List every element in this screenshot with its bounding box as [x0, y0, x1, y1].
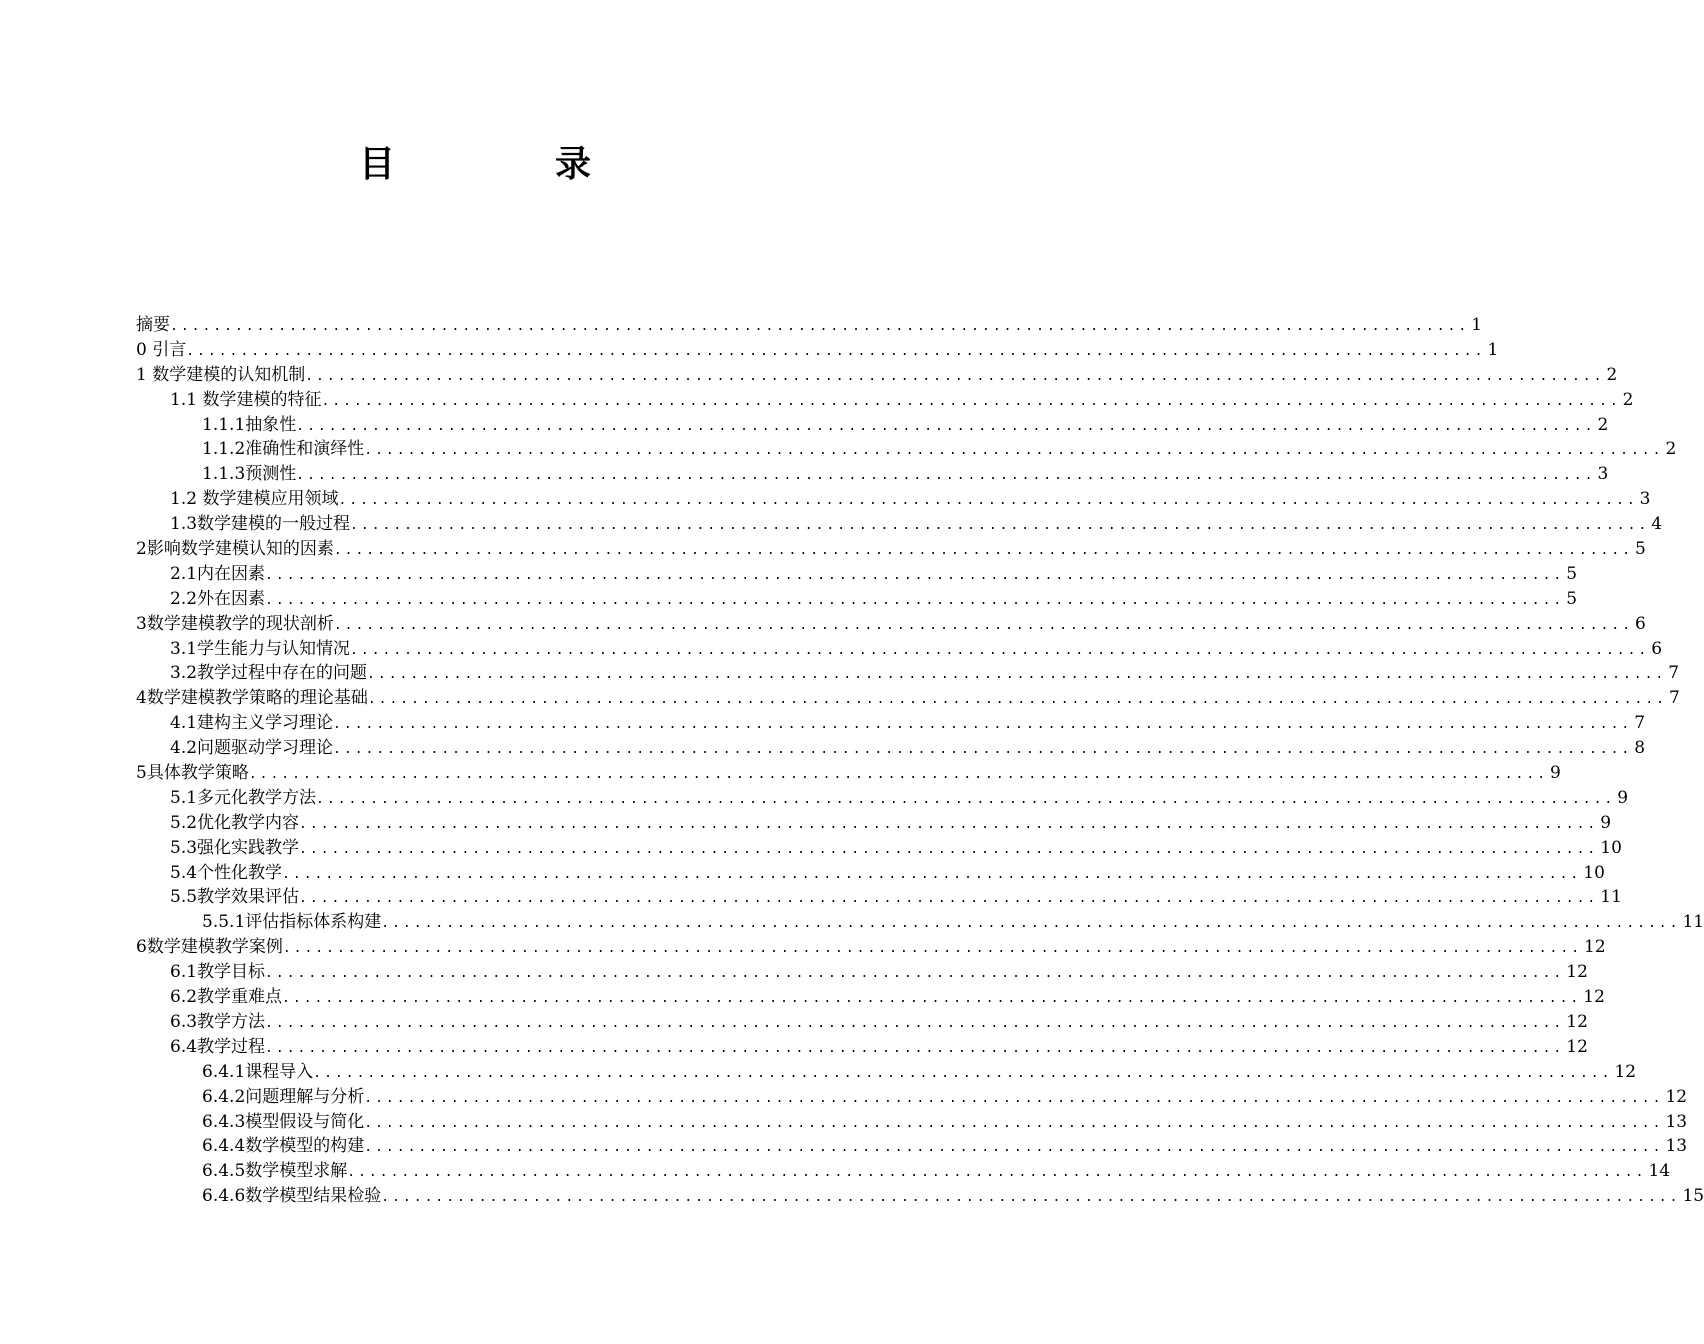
toc-entry-label: 3.1学生能力与认知情况 — [170, 638, 351, 659]
toc-dot-leader: ........................................................................................................................ — [350, 518, 1650, 534]
toc-entry-page-number: 4 — [1651, 514, 1663, 535]
toc-entry-label: 4.1建构主义学习理论 — [170, 713, 334, 734]
toc-entry[interactable] — [136, 935, 1606, 960]
toc-entry-label: 4.2问题驱动学习理论 — [170, 738, 334, 759]
toc-entry[interactable] — [136, 1110, 1688, 1135]
toc-entry[interactable] — [136, 388, 1634, 413]
toc-entry-label: 5具体教学策略 — [136, 763, 249, 784]
toc-entry-page-number: 10 — [1583, 862, 1605, 883]
toc-dot-leader: ........................................................................................................................ — [299, 891, 1599, 907]
toc-entry[interactable] — [136, 1010, 1588, 1035]
toc-entry-label: 5.1多元化教学方法 — [170, 787, 317, 808]
toc-entry-page-number: 3 — [1597, 464, 1609, 485]
toc-entry-label: 3.2教学过程中存在的问题 — [170, 663, 368, 684]
toc-entry[interactable] — [136, 1035, 1588, 1060]
toc-entry-page-number: 12 — [1584, 937, 1606, 958]
toc-entry[interactable] — [136, 1060, 1637, 1085]
toc-entry-label: 1 数学建模的认知机制 — [136, 364, 306, 385]
toc-entry[interactable] — [136, 711, 1646, 736]
toc-entry-page-number: 12 — [1566, 962, 1588, 983]
toc-dot-leader: ........................................................................................................................ — [265, 567, 1565, 583]
toc-dot-leader: ........................................................................................................................ — [299, 841, 1599, 857]
toc-entry-page-number: 11 — [1600, 887, 1622, 908]
toc-entry-page-number: 10 — [1600, 837, 1622, 858]
toc-entry[interactable] — [136, 836, 1622, 861]
toc-dot-leader: ........................................................................................................................ — [313, 1065, 1613, 1081]
toc-dot-leader: ........................................................................................................................ — [248, 767, 1549, 783]
toc-entry-page-number: 9 — [1600, 812, 1612, 833]
toc-entry[interactable] — [136, 1184, 1704, 1209]
toc-dot-leader: ........................................................................................................................ — [265, 966, 1565, 982]
toc-entry[interactable] — [136, 537, 1646, 562]
toc-entry-label: 摘要 — [136, 315, 170, 335]
toc-entry-label: 1.2 数学建模应用领域 — [170, 489, 339, 510]
toc-entry-label: 6.4.6数学模型结果检验 — [202, 1186, 382, 1207]
toc-entry-page-number: 7 — [1668, 663, 1680, 684]
toc-dot-leader: ........................................................................................................................ — [367, 692, 1668, 708]
toc-entry-label: 2影响数学建模认知的因素 — [136, 539, 334, 560]
toc-entry-label: 6.3教学方法 — [170, 1011, 266, 1032]
toc-entry-label: 6.4.2问题理解与分析 — [202, 1086, 365, 1107]
toc-entry-page-number: 9 — [1617, 787, 1629, 808]
toc-dot-leader: ........................................................................................................................ — [333, 617, 1634, 633]
toc-entry-label: 5.3强化实践教学 — [170, 837, 300, 858]
toc-entry-page-number: 2 — [1622, 389, 1634, 410]
toc-dot-leader: ........................................................................................................................ — [333, 742, 1633, 758]
toc-entry-label: 2.1内在因素 — [170, 563, 266, 584]
toc-entry[interactable] — [136, 786, 1629, 811]
toc-dot-leader: ........................................................................................................................ — [338, 493, 1638, 509]
toc-entry-page-number: 5 — [1566, 563, 1578, 584]
toc-entry[interactable] — [136, 985, 1605, 1010]
toc-entry-label: 1.1 数学建模的特征 — [170, 389, 322, 410]
toc-entry-label: 4数学建模教学策略的理论基础 — [136, 688, 368, 709]
toc-entry[interactable] — [136, 487, 1651, 512]
toc-entry-label: 1.3数学建模的一般过程 — [170, 514, 351, 535]
toc-entry[interactable] — [136, 437, 1677, 462]
toc-entry-label: 0 引言 — [136, 339, 187, 360]
toc-entry[interactable] — [136, 462, 1609, 487]
table-of-contents — [136, 313, 1704, 1209]
toc-dot-leader: ........................................................................................................................ — [282, 941, 1583, 957]
toc-dot-leader: ........................................................................................................................ — [316, 791, 1616, 807]
toc-entry-label: 6.4教学过程 — [170, 1036, 266, 1057]
toc-entry-label: 5.2优化教学内容 — [170, 812, 300, 833]
toc-entry-page-number: 1 — [1487, 339, 1499, 360]
toc-entry[interactable] — [136, 686, 1680, 711]
toc-entry[interactable] — [136, 313, 1483, 338]
toc-dot-leader: ........................................................................................................................ — [364, 1115, 1664, 1131]
toc-entry-page-number: 13 — [1665, 1136, 1688, 1157]
toc-entry[interactable] — [136, 1159, 1671, 1184]
toc-dot-leader: ........................................................................................................................ — [364, 1090, 1664, 1106]
toc-entry[interactable] — [136, 1085, 1688, 1110]
toc-dot-leader: ........................................................................................................................ — [381, 1190, 1681, 1206]
toc-entry-label: 6.4.1课程导入 — [202, 1061, 314, 1082]
toc-dot-leader: ........................................................................................................................ — [170, 319, 1470, 334]
toc-dot-leader: ........................................................................................................................ — [265, 592, 1565, 608]
toc-entry[interactable] — [136, 885, 1622, 910]
toc-dot-leader: ........................................................................................................................ — [265, 1015, 1565, 1031]
toc-dot-leader: ........................................................................................................................ — [333, 717, 1633, 733]
toc-entry[interactable] — [136, 562, 1578, 587]
toc-dot-leader: ........................................................................................................................ — [296, 418, 1596, 434]
toc-entry-page-number: 8 — [1634, 738, 1646, 759]
toc-entry-label: 1.1.2准确性和演绎性 — [202, 439, 365, 460]
toc-dot-leader: ........................................................................................................................ — [305, 368, 1605, 384]
toc-entry-label: 5.5.1评估指标体系构建 — [202, 912, 382, 933]
toc-entry-page-number: 11 — [1682, 912, 1704, 933]
toc-entry[interactable] — [136, 910, 1704, 935]
toc-dot-leader: ........................................................................................................................ — [364, 1140, 1664, 1156]
toc-dot-leader: ........................................................................................................................ — [367, 667, 1667, 683]
toc-entry-page-number: 6 — [1651, 638, 1663, 659]
toc-entry[interactable] — [136, 637, 1663, 662]
toc-entry-page-number: 12 — [1583, 987, 1605, 1008]
toc-entry[interactable] — [136, 1134, 1688, 1159]
toc-entry-page-number: 14 — [1648, 1161, 1671, 1182]
toc-entry-page-number: 6 — [1635, 613, 1646, 634]
toc-entry-page-number: 12 — [1566, 1011, 1588, 1032]
toc-entry[interactable] — [136, 661, 1680, 686]
toc-entry[interactable] — [136, 736, 1646, 761]
toc-entry-page-number: 5 — [1566, 588, 1578, 609]
toc-entry[interactable] — [136, 861, 1605, 886]
toc-entry-label: 6.4.5数学模型求解 — [202, 1161, 348, 1182]
toc-entry-label: 6.4.4数学模型的构建 — [202, 1136, 365, 1157]
toc-entry-label: 6.4.3模型假设与简化 — [202, 1111, 365, 1132]
toc-dot-leader: ........................................................................................................................ — [282, 866, 1582, 882]
toc-dot-leader: ........................................................................................................................ — [265, 1040, 1565, 1056]
toc-entry-label: 5.4个性化教学 — [170, 862, 283, 883]
toc-entry[interactable] — [136, 587, 1578, 612]
toc-entry-page-number: 5 — [1635, 539, 1646, 560]
toc-entry-page-number: 7 — [1634, 713, 1646, 734]
toc-dot-leader: ........................................................................................................................ — [333, 543, 1634, 559]
toc-entry-label: 5.5教学效果评估 — [170, 887, 300, 908]
toc-entry[interactable] — [136, 363, 1618, 388]
toc-entry-label: 2.2外在因素 — [170, 588, 266, 609]
toc-entry-page-number: 12 — [1614, 1061, 1637, 1082]
toc-dot-leader: ........................................................................................................................ — [299, 816, 1599, 832]
toc-dot-leader: ........................................................................................................................ — [186, 343, 1486, 359]
toc-dot-leader: ........................................................................................................................ — [347, 1165, 1647, 1181]
toc-entry[interactable] — [136, 612, 1646, 637]
toc-entry-page-number: 15 — [1682, 1186, 1704, 1207]
toc-entry-page-number: 13 — [1665, 1111, 1688, 1132]
toc-dot-leader: ........................................................................................................................ — [364, 443, 1664, 459]
toc-entry-label: 1.1.3预测性 — [202, 464, 297, 485]
toc-entry-page-number: 2 — [1665, 439, 1677, 460]
toc-entry-page-number: 2 — [1606, 364, 1618, 385]
toc-entry[interactable] — [136, 761, 1561, 786]
toc-entry-label: 3数学建模教学的现状剖析 — [136, 613, 334, 634]
toc-entry-page-number: 12 — [1566, 1036, 1588, 1057]
toc-entry-label: 1.1.1抽象性 — [202, 414, 297, 435]
toc-entry-page-number: 3 — [1639, 489, 1651, 510]
toc-entry-label: 6.1教学目标 — [170, 962, 266, 983]
toc-entry-page-number: 9 — [1550, 763, 1561, 784]
toc-entry[interactable] — [136, 811, 1612, 836]
toc-entry-page-number: 12 — [1665, 1086, 1688, 1107]
toc-entry[interactable] — [136, 413, 1609, 438]
toc-entry-page-number: 2 — [1597, 414, 1609, 435]
toc-dot-leader: ........................................................................................................................ — [350, 642, 1650, 658]
toc-dot-leader: ........................................................................................................................ — [321, 393, 1621, 409]
toc-dot-leader: ........................................................................................................................ — [282, 991, 1582, 1007]
toc-entry-page-number: 1 — [1471, 315, 1483, 335]
toc-dot-leader: ........................................................................................................................ — [381, 916, 1681, 932]
page-title: 目 录 — [358, 143, 653, 185]
toc-dot-leader: ........................................................................................................................ — [296, 468, 1596, 484]
toc-entry[interactable] — [136, 960, 1588, 985]
toc-entry-label: 6.2教学重难点 — [170, 987, 283, 1008]
toc-entry-page-number: 7 — [1669, 688, 1680, 709]
toc-entry-label: 6数学建模教学案例 — [136, 937, 283, 958]
toc-entry[interactable] — [136, 338, 1499, 363]
toc-entry[interactable] — [136, 512, 1663, 537]
